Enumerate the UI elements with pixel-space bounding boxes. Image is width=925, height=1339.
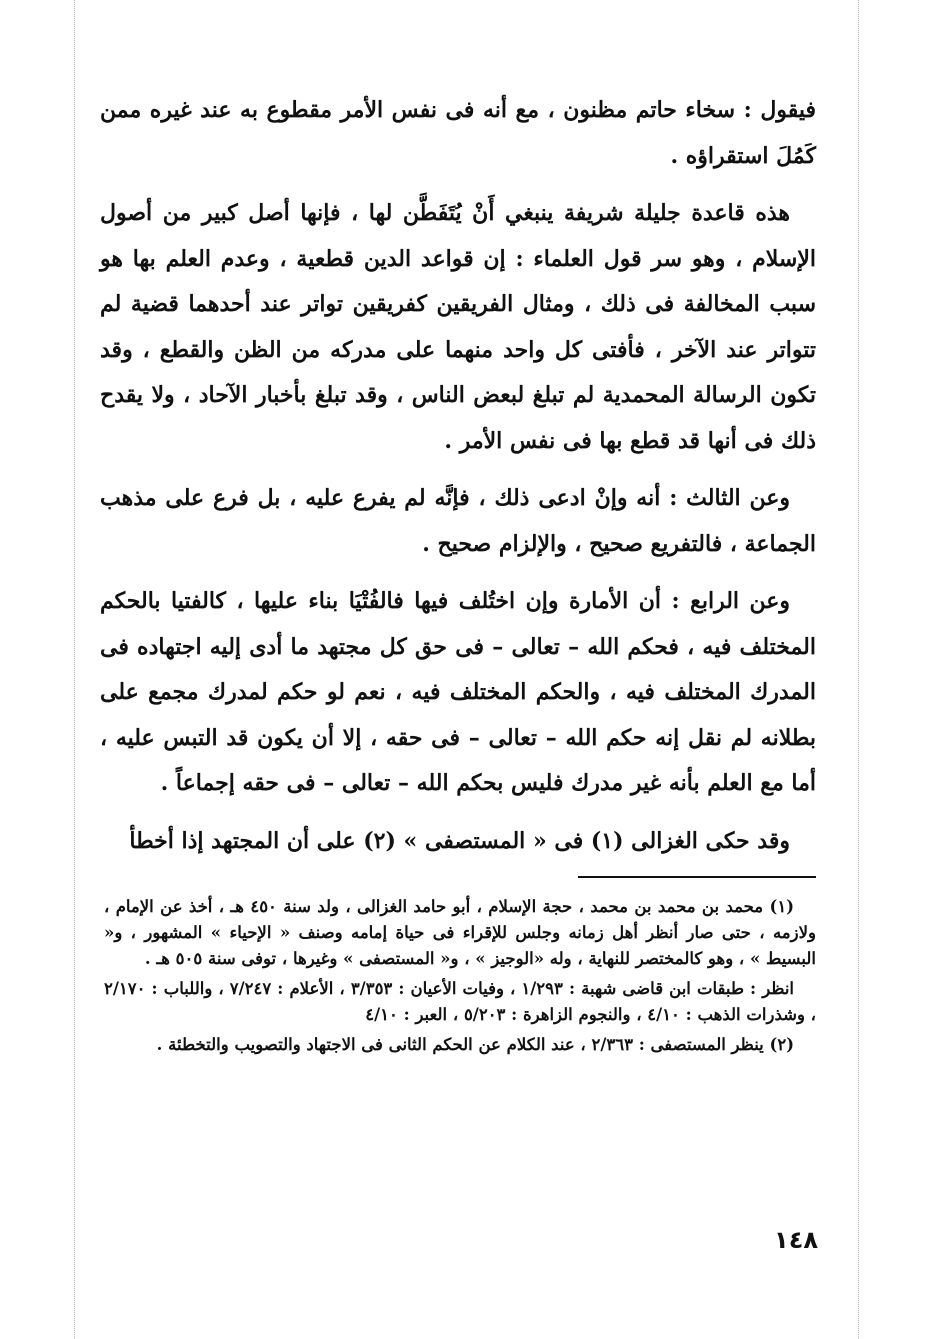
footnote: (١) محمد بن محمد بن محمد ، حجة الإسلام ، أبو حامد الغزالى ، ولد سنة ٤٥٠ هـ ، أخذ عن الإمام ، ولازمه ، حتى صار أنظر أهل زمانه وجلس للإقراء فى حياة إمامه وصنف « الإحياء » المشهور ، و« البسيط » ، وهو كالمختصر للنهاية ، وله «الوجيز » ، و« المستصفى » وغيرها ، توفى سنة ٥٠٥ هـ . [104,897,816,968]
footnote-references: انظر : طبقات ابن قاضى شهبة : ١/٢٩٣ ، وفيات الأعيان : ٣/٣٥٣ ، الأعلام : ٧/٢٤٧ ، واللباب : ٢/١٧٠ ، وشذرات الذهب : ٤/١٠ ، والنجوم الزاهرة : ٥/٢٠٣ ، العبر : ٤/١٠ [104,979,816,1024]
page-number: ١٤٨ [774,1226,818,1254]
main-text [100,88,816,876]
footnote-separator [578,876,816,878]
footnote: (٢) ينظر المستصفى : ٢/٣٦٣ ، عند الكلام عن الحكم الثانى فى الاجتهاد والتصويب والتخطئة . [156,1035,794,1054]
scan-margin-line-right [858,0,859,1339]
paragraph: وعن الرابع : أن الأمارة وإن اختُلف فيها فالفُتْيَا بناء عليها ، كالفتيا بالحكم المختلف فيه ، فحكم الله – تعالى – فى حق كل مجتهد ما أدى إليه اجتهاده فى المدرك المختلف فيه ، والحكم المختلف فيه ، نعم لو حكم لمدرك مجمع على بطلانه لم نقل إنه حكم الله – تعالى – فى حقه ، إلا أن يكون قد التبس عليه ، أما مع العلم بأنه غير مدرك فليس بحكم الله – تعالى – فى حقه إجماعاً . [100,588,816,796]
paragraph: هذه قاعدة جليلة شريفة ينبغي أَنْ يُتَفَطَّن لها ، فإنها أصل كبير من أصول الإسلام ، وهو سر قول العلماء : إن قواعد الدين قطعية ، وعدم العلم بها هو سبب المخالفة فى ذلك ، ومثال الفريقين كفريقين تواتر عند أحدهما قضية لم تتواتر عند الآخر ، فأفتى كل واحد منهما على مدركه من الظن والقطع ، وقد تكون الرسالة المحمدية لم تبلغ لبعض الناس ، وقد تبلغ بأخبار الآحاد ، ولا يقدح ذلك فى أنها قد قطع بها فى نفس الأمر . [100,200,816,454]
scan-margin-line-left [74,0,75,1339]
paragraph: وعن الثالث : أنه وإنْ ادعى ذلك ، فإنَّه لم يفرع عليه ، بل فرع على مذهب الجماعة ، فالتفريع صحيح ، والإلزام صحيح . [100,485,816,557]
paragraph: وقد حكى الغزالى (١) فى « المستصفى » (٢) على أن المجتهد إذا أخطأ [129,827,790,854]
footnotes [104,894,816,1062]
paragraph: فيقول : سخاء حاتم مظنون ، مع أنه فى نفس الأمر مقطوع به عند غيره ممن كَمُلَ استقراؤه . [100,97,816,169]
